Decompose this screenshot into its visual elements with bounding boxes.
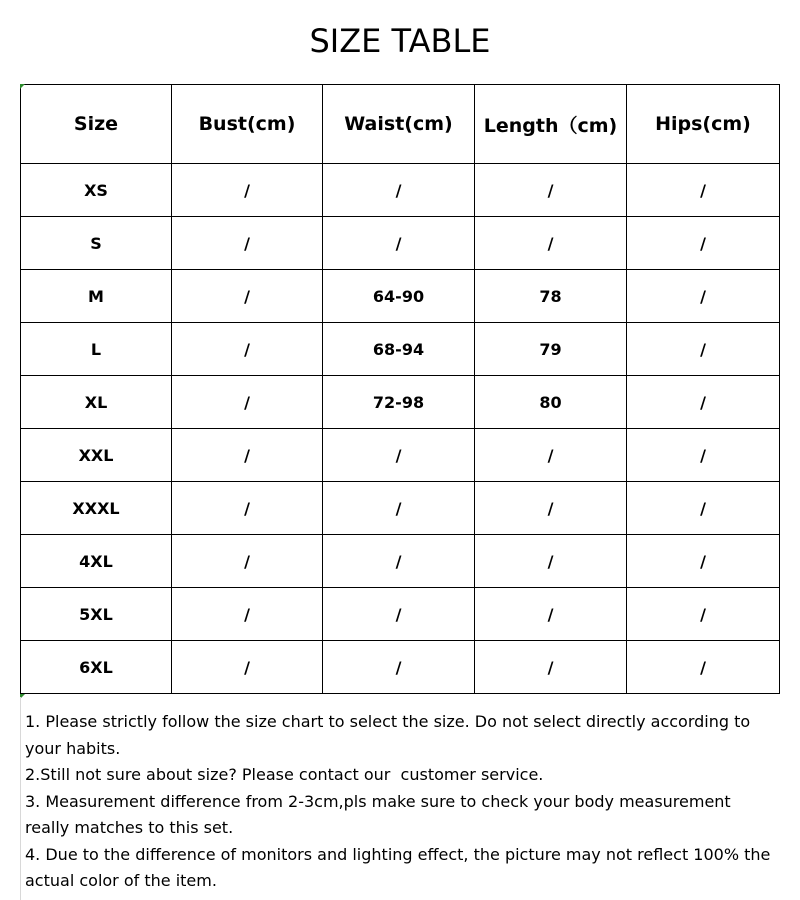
cell-hips: /: [627, 376, 780, 429]
note-4: 4. Due to the difference of monitors and lighting effect, the picture may not reflect 100% the actual color of the item.: [25, 844, 776, 890]
note-1: 1. Please strictly follow the size chart to select the size. Do not select directly according to your habits.: [25, 712, 756, 758]
table-row: [21, 217, 780, 270]
cell-bust: /: [172, 323, 323, 376]
cell-length: 80: [475, 376, 627, 429]
cell-size: 5XL: [21, 588, 172, 641]
cell-waist: /: [323, 217, 475, 270]
table-row: [21, 535, 780, 588]
cell-bust: /: [172, 641, 323, 694]
header-size: Size: [21, 85, 172, 164]
header-length: Length（cm): [475, 85, 627, 164]
table-row: [21, 270, 780, 323]
cell-length: 78: [475, 270, 627, 323]
cell-hips: /: [627, 482, 780, 535]
cell-length: /: [475, 482, 627, 535]
header-waist: Waist(cm): [323, 85, 475, 164]
cell-length: /: [475, 588, 627, 641]
cell-hips: /: [627, 535, 780, 588]
note-2: 2.Still not sure about size? Please contact our customer service.: [25, 765, 544, 784]
cell-waist: /: [323, 535, 475, 588]
size-table: [20, 84, 780, 694]
cell-bust: /: [172, 164, 323, 217]
cell-size: XS: [21, 164, 172, 217]
cell-size: XXL: [21, 429, 172, 482]
header-hips: Hips(cm): [627, 85, 780, 164]
page-title: SIZE TABLE: [309, 22, 491, 60]
note-3: 3. Measurement difference from 2-3cm,pls make sure to check your body measurement really matches to this set.: [25, 791, 736, 837]
cell-length: /: [475, 217, 627, 270]
cell-size: 6XL: [21, 641, 172, 694]
table-row: [21, 323, 780, 376]
cell-bust: /: [172, 376, 323, 429]
table-header-row: [21, 85, 780, 164]
cell-waist: 64-90: [323, 270, 475, 323]
cell-waist: /: [323, 429, 475, 482]
table-row: [21, 588, 780, 641]
top-corner-mark: [20, 84, 25, 89]
cell-length: /: [475, 641, 627, 694]
cell-length: /: [475, 164, 627, 217]
cell-size: M: [21, 270, 172, 323]
cell-bust: /: [172, 429, 323, 482]
cell-size: XXXL: [21, 482, 172, 535]
cell-waist: 72-98: [323, 376, 475, 429]
cell-bust: /: [172, 588, 323, 641]
cell-hips: /: [627, 323, 780, 376]
table-row: [21, 376, 780, 429]
cell-bust: /: [172, 217, 323, 270]
cell-waist: /: [323, 588, 475, 641]
table-row: [21, 164, 780, 217]
header-bust: Bust(cm): [172, 85, 323, 164]
cell-hips: /: [627, 588, 780, 641]
cell-hips: /: [627, 641, 780, 694]
cell-waist: /: [323, 482, 475, 535]
cell-waist: /: [323, 164, 475, 217]
cell-waist: /: [323, 641, 475, 694]
cell-size: S: [21, 217, 172, 270]
cell-size: 4XL: [21, 535, 172, 588]
table-row: [21, 482, 780, 535]
cell-hips: /: [627, 217, 780, 270]
notes-section: [20, 697, 779, 900]
cell-bust: /: [172, 482, 323, 535]
cell-length: 79: [475, 323, 627, 376]
cell-hips: /: [627, 270, 780, 323]
cell-bust: /: [172, 535, 323, 588]
table-row: [21, 641, 780, 694]
cell-bust: /: [172, 270, 323, 323]
cell-hips: /: [627, 429, 780, 482]
table-row: [21, 429, 780, 482]
cell-length: /: [475, 429, 627, 482]
cell-size: L: [21, 323, 172, 376]
cell-hips: /: [627, 164, 780, 217]
cell-waist: 68-94: [323, 323, 475, 376]
cell-size: XL: [21, 376, 172, 429]
cell-length: /: [475, 535, 627, 588]
